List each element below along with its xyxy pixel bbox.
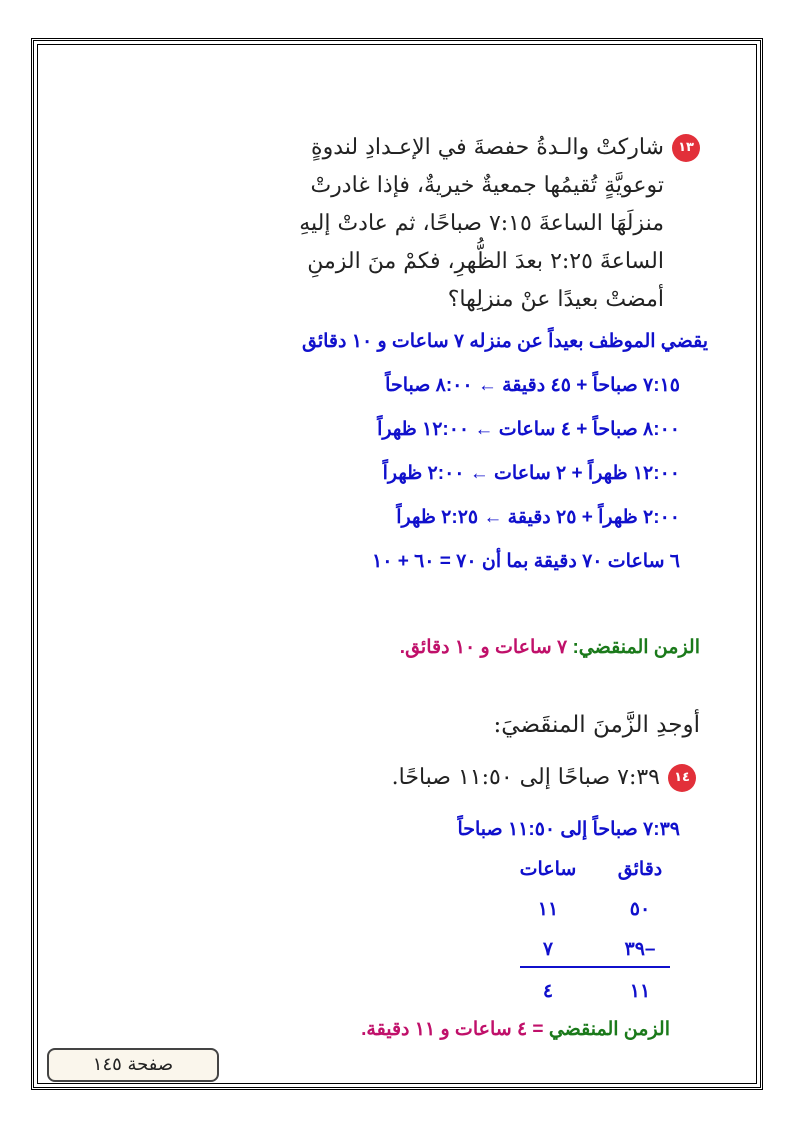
solution-13-step-5: ٦ ساعات ٧٠ دقيقة بما أن ٧٠ = ٦٠ + ١٠ xyxy=(372,551,680,572)
solution-13-step-2: ٨:٠٠ صباحاً + ٤ ساعات ← ١٢:٠٠ ظهراً xyxy=(377,419,680,440)
result-hours: ٤ xyxy=(542,981,554,1002)
solution-14-answer-label: الزمن المنقضي xyxy=(548,1019,670,1040)
question-13-line-3: منزلَهَا الساعةَ ٧:١٥ صباحًا، ثم عادتْ إليهِ xyxy=(299,211,664,236)
page-number: صفحة ١٤٥ xyxy=(47,1048,219,1082)
row2-hours: ٧ xyxy=(542,939,554,960)
section-heading: أوجدِ الزَّمنَ المنقَضيَ: xyxy=(493,712,700,738)
result-minutes: ١١ xyxy=(629,981,651,1002)
solution-13-step-4: ٢:٠٠ ظهراً + ٢٥ دقيقة ← ٢:٢٥ ظهراً xyxy=(396,507,680,528)
header-hours: ساعات xyxy=(519,859,577,880)
solution-13-step-3: ١٢:٠٠ ظهراً + ٢ ساعات ← ٢:٠٠ ظهراً xyxy=(382,463,680,484)
solution-14-answer xyxy=(361,1018,670,1041)
row1-minutes: ٥٠ xyxy=(629,899,651,920)
solution-13-intro: يقضي الموظف بعيداً عن منزله ٧ ساعات و ١٠ دقائق xyxy=(302,331,708,352)
question-13-number: ١٣ xyxy=(672,134,700,162)
solution-13-answer-value: ٧ ساعات و ١٠ دقائق. xyxy=(399,637,573,658)
question-13-line-1: ١٣شاركتْ والـدةُ حفصةَ في الإعـدادِ لندوةٍ xyxy=(100,132,700,164)
solution-13-answer-label: الزمن المنقضي: xyxy=(572,637,700,658)
solution-14-answer-value: = ٤ ساعات و ١١ دقيقة. xyxy=(361,1019,549,1040)
row1-hours: ١١ xyxy=(537,899,559,920)
question-13-line-2: توعويَّةٍ تُقيمُها جمعيةٌ خيريةٌ، فإذا غادرتْ xyxy=(310,173,664,198)
header-minutes: دقائق xyxy=(617,859,663,880)
row2-minutes: ٣٩– xyxy=(624,939,656,960)
question-13-line-4: الساعةَ ٢:٢٥ بعدَ الظُّهرِ، فكمْ منَ الزمنِ xyxy=(307,249,664,274)
question-13-line-5: أمضتْ بعيدًا عنْ منزلِها؟ xyxy=(447,287,664,312)
solution-14-title: ٧:٣٩ صباحاً إلى ١١:٥٠ صباحاً xyxy=(457,819,680,840)
solution-13-step-1: ٧:١٥ صباحاً + ٤٥ دقيقة ← ٨:٠٠ صباحاً xyxy=(385,375,680,396)
subtraction-rule xyxy=(520,966,670,968)
question-14-text: ٧:٣٩ صباحًا إلى ١١:٥٠ صباحًا. xyxy=(391,765,660,790)
question-14-number: ١٤ xyxy=(668,764,696,792)
